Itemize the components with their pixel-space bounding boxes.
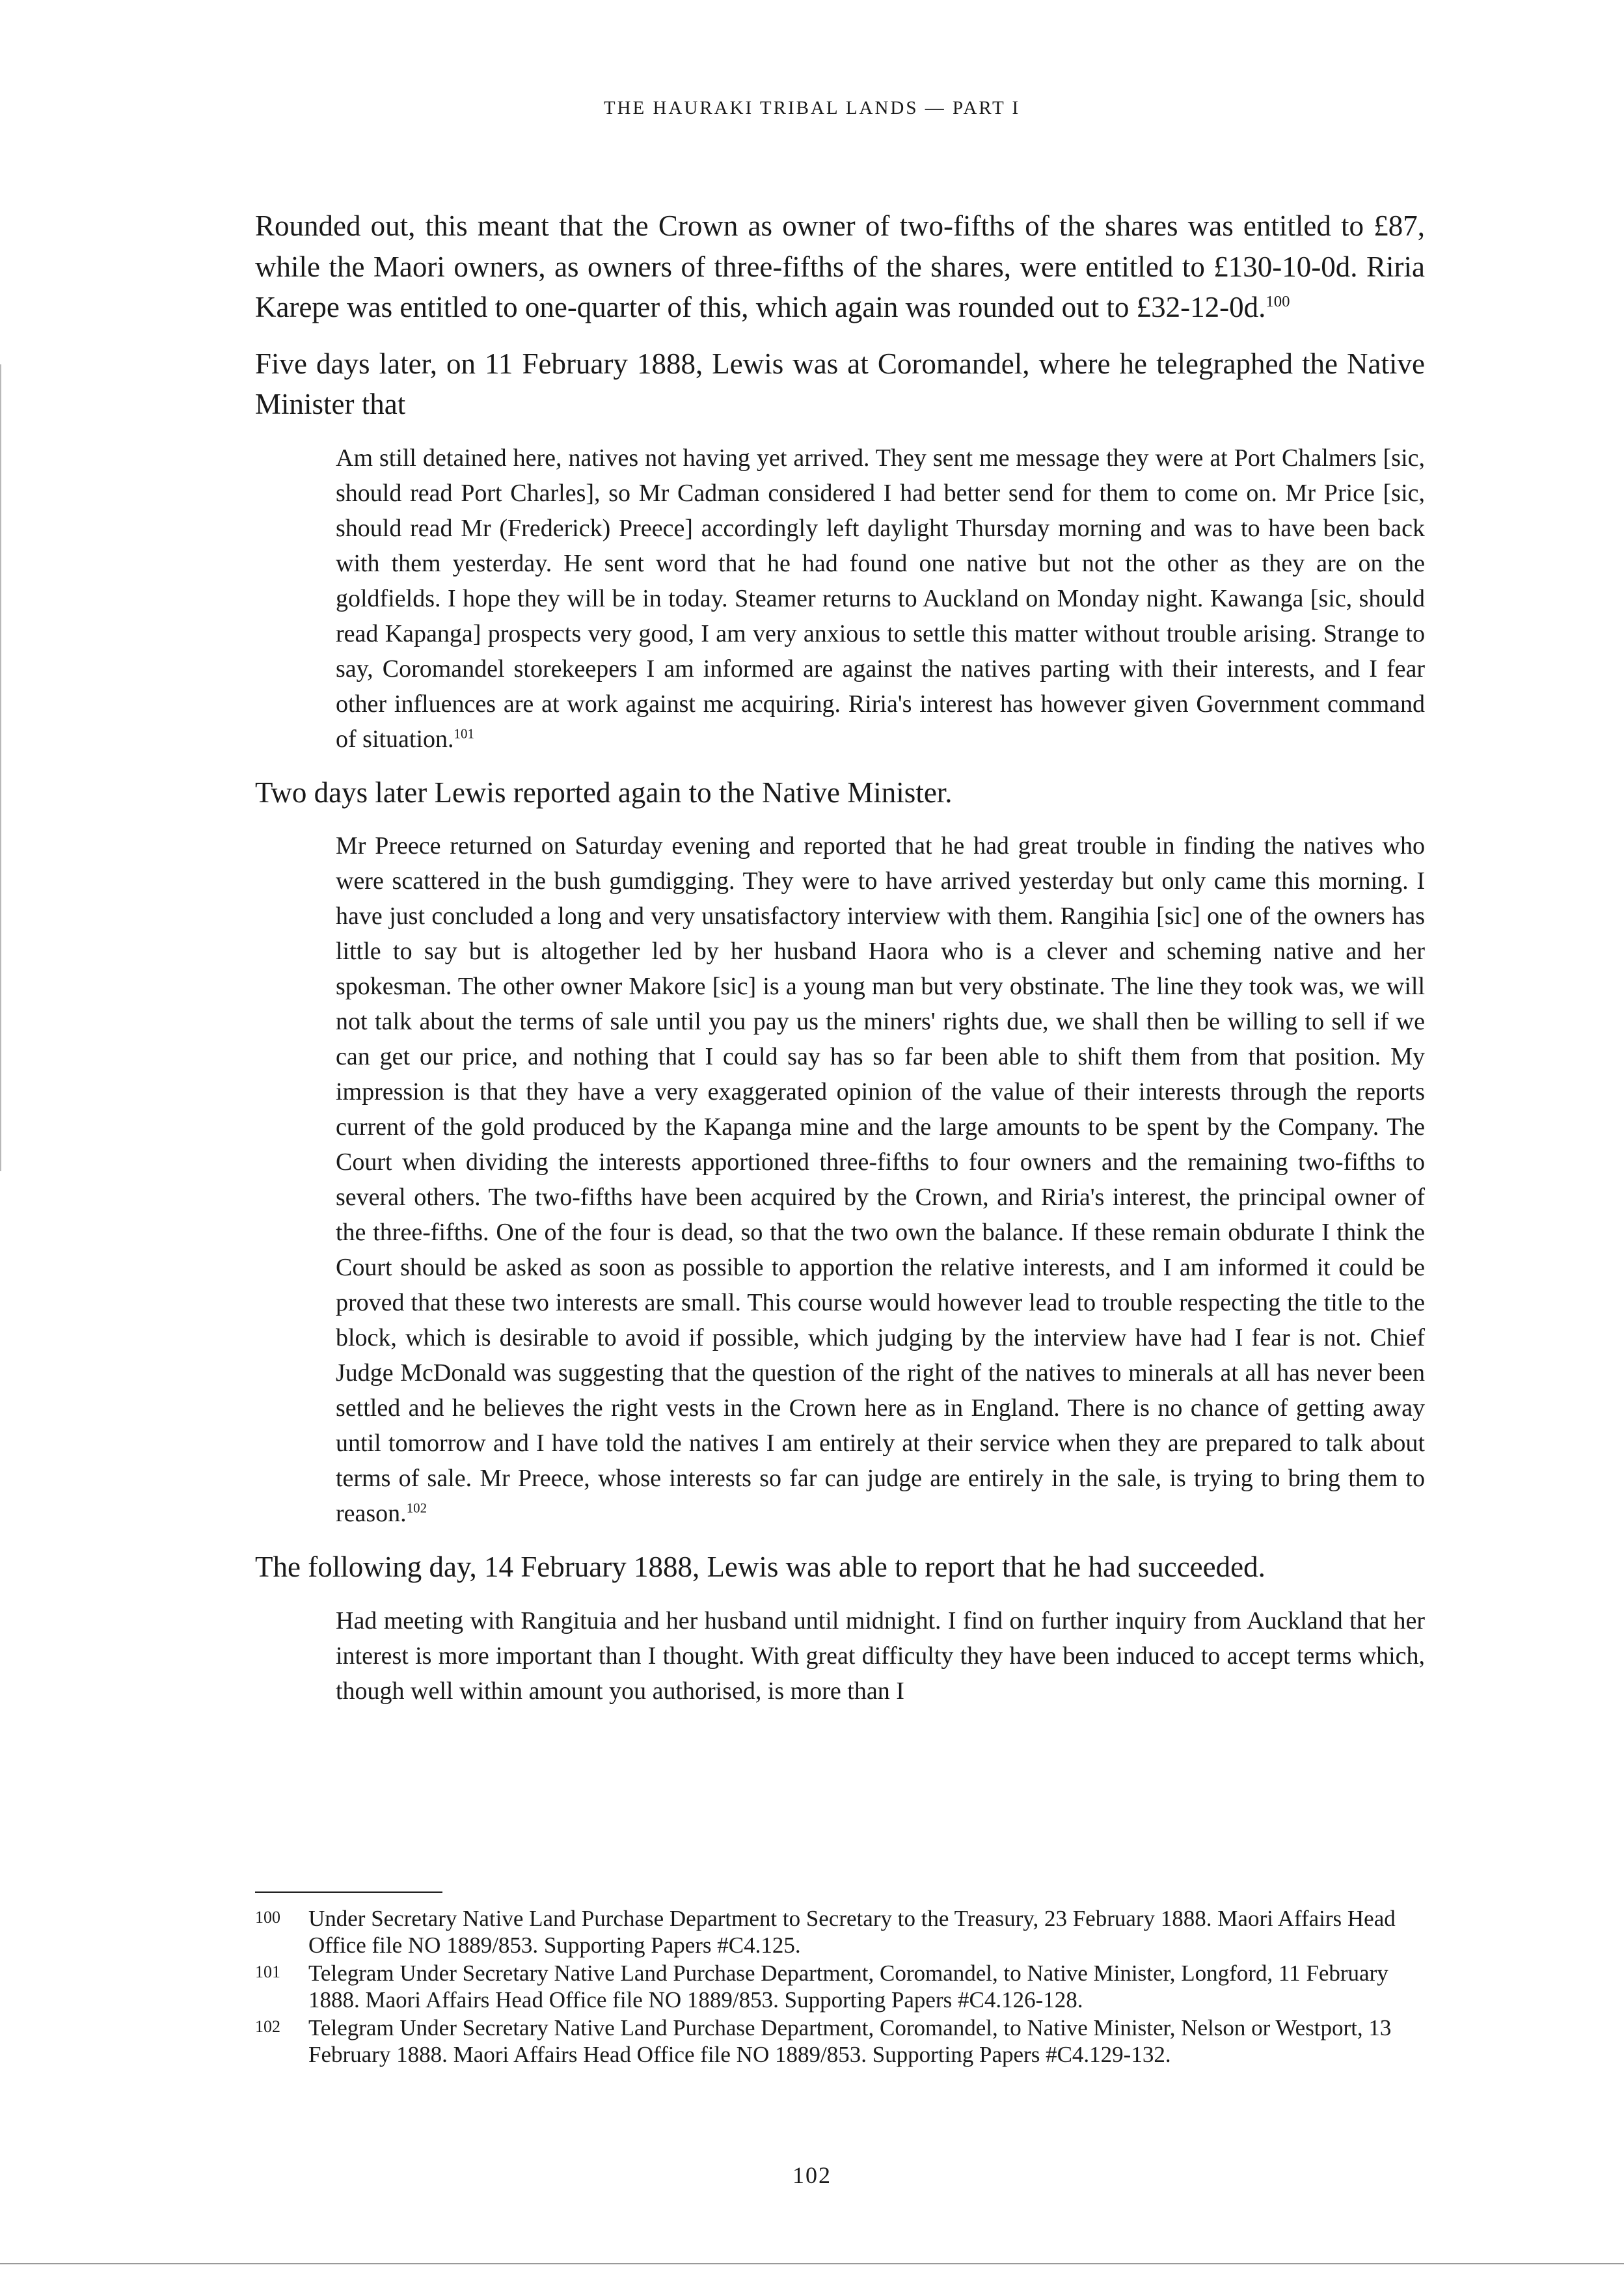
page-body: [255, 206, 1425, 1724]
block-quote: [255, 441, 1425, 757]
paragraph-text: Five days later, on 11 February 1888, Lewis was at Coromandel, where he telegraphed the Native Minister that: [255, 347, 1425, 420]
block-quote: [255, 1603, 1425, 1709]
footnote-number: 102: [255, 2017, 280, 2036]
footnote: [255, 1905, 1441, 1959]
footnote-ref[interactable]: 101: [453, 725, 474, 741]
scan-edge-bottom: [0, 2263, 1624, 2264]
running-head: THE HAURAKI TRIBAL LANDS — PART I: [603, 98, 1021, 118]
scan-edge-left: [0, 364, 1, 1171]
footnote-divider: [255, 1892, 442, 1893]
footnote-ref[interactable]: 100: [1265, 293, 1290, 310]
block-quote: [255, 828, 1425, 1531]
quote-text: Had meeting with Rangituia and her husband until midnight. I find on further inquiry from Auckland that her interest is more important than I thought. With great difficulty they have been induced to accept terms which, though well within amount you authorised, is more than I: [336, 1607, 1425, 1705]
page-number: 102: [792, 2162, 832, 2188]
footnote: [255, 2014, 1441, 2068]
footnote-text: Under Secretary Native Land Purchase Department to Secretary to the Treasury, 23 February 1888. Maori Affairs Head Office file NO 1889/853. Supporting Papers #C4.125.: [308, 1906, 1396, 1958]
footnote-text: Telegram Under Secretary Native Land Purchase Department, Coromandel, to Native Minister, Nelson or Westport, 13 February 1888. Maori Affairs Head Office file NO 1889/853. Supporting Papers #C4.129-132.: [308, 2015, 1392, 2067]
footnote: [255, 1960, 1441, 2013]
footnote-text: Telegram Under Secretary Native Land Purchase Department, Coromandel, to Native Minister, Longford, 11 February 1888. Maori Affairs Head Office file NO 1889/853. Supporting Papers #C4.126-128.: [308, 1960, 1388, 2013]
body-paragraph: [255, 206, 1425, 328]
quote-text: Am still detained here, natives not having yet arrived. They sent me message they were at Port Chalmers [sic, should read Port Charles], so Mr Cadman considered I had better send for them to come on. Mr Price [sic, should read Mr (Frederick) Preece] accordingly left daylight Thursday morning and was to have been back with them yesterday. He sent word that he had found one native but not the other as they are on the goldfields. I hope they will be in today. Steamer returns to Auckland on Monday night. Kawanga [sic, should read Kapanga] prospects very good, I am very anxious to settle this matter without trouble arising. Strange to say, Coromandel storekeepers I am informed are against the natives parting with their interests, and I fear other influences are at work against me acquiring. Riria's interest has however given Government command of situation.: [336, 444, 1425, 753]
footnote-ref[interactable]: 102: [406, 1500, 427, 1516]
footnote-number: 101: [255, 1962, 280, 1981]
paragraph-text: The following day, 14 February 1888, Lewis was able to report that he had succeeded.: [255, 1551, 1265, 1583]
footnotes: [255, 1905, 1441, 2069]
body-paragraph: [255, 1547, 1425, 1588]
body-paragraph: [255, 344, 1425, 425]
paragraph-text: Rounded out, this meant that the Crown as owner of two-fifths of the shares was entitled to £87, while the Maori owners, as owners of three-fifths of the shares, were entitled to £130-10-0d. Riria Karepe was entitled to one-quarter of this, which again was rounded out to £32-12-0d.: [255, 210, 1425, 323]
quote-text: Mr Preece returned on Saturday evening and reported that he had great trouble in finding the natives who were scattered in the bush gumdigging. They were to have arrived yesterday but only came this morning. I have just concluded a long and very unsatisfactory interview with them. Rangihia [sic] one of the owners has little to say but is altogether led by her husband Haora who is a clever and scheming native and her spokesman. The other owner Makore [sic] is a young man but very obstinate. The line they took was, we will not talk about the terms of sale until you pay us the miners' rights due, we shall then be willing to sell if we can get our price, and nothing that I could say has so far been able to shift them from that position. My impression is that they have a very exaggerated opinion of the value of their interests through the reports current of the gold produced by the Kapanga mine and the large amounts to be spent by the Company. The Court when dividing the interests apportioned three-fifths to four owners and the remaining two-fifths to several others. The two-fifths have been acquired by the Crown, and Riria's interest, the principal owner of the three-fifths. One of the four is dead, so that the two own the balance. If these remain obdurate I think the Court should be asked as soon as possible to apportion the relative interests, and I am informed it could be proved that these two interests are small. This course would however lead to trouble respecting the title to the block, which is desirable to avoid if possible, which judging by the interview have had I fear is not. Chief Judge McDonald was suggesting that the question of the right of the natives to minerals at all has never been settled and he believes the right vests in the Crown here as in England. There is no chance of getting away until tomorrow and I have told the natives I am entirely at their service when they are prepared to talk about terms of sale. Mr Preece, whose interests so far can judge are entirely in the sale, is trying to bring them to reason.: [336, 832, 1425, 1527]
body-paragraph: [255, 772, 1425, 813]
paragraph-text: Two days later Lewis reported again to the Native Minister.: [255, 776, 953, 809]
footnote-number: 100: [255, 1908, 280, 1927]
